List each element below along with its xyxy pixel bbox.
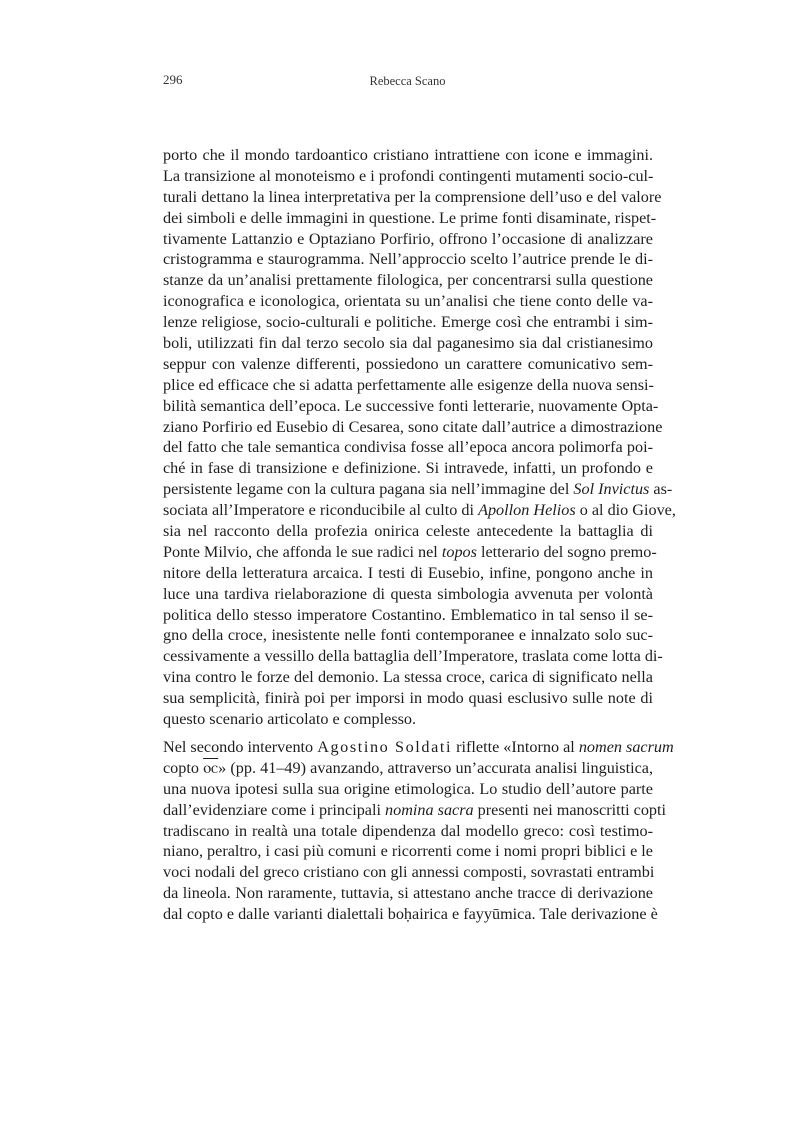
text-segment: dei simboli e delle immagini in questione. Le prime fonti disaminate, rispet- — [163, 208, 657, 227]
text-line — [163, 312, 653, 333]
text-segment: tivamente Lattanzio e Optaziano Porfirio, offrono l’occasione di analizzare — [163, 229, 653, 248]
text-segment: voci nodali del greco cristiano con gli annessi composti, sovrastati entrambi — [163, 863, 655, 882]
text-segment: sociata all’Imperatore e riconducibile al culto di — [163, 501, 479, 520]
text-line — [163, 145, 653, 166]
text-line — [163, 862, 653, 883]
text-line — [163, 605, 653, 626]
text-segment: La transizione al monoteismo e i profondi contingenti mutamenti socio-cul- — [163, 166, 654, 185]
italic-term: nomen sacrum — [578, 737, 674, 756]
text-line — [163, 667, 653, 688]
text-segment: una nuova ipotesi sulla sua origine etimologica. Lo studio dell’autore parte — [163, 779, 653, 798]
text-line — [163, 779, 653, 800]
text-line — [163, 270, 653, 291]
text-segment: lenze religiose, socio-culturali e politiche. Emerge così che entrambi i sim- — [163, 313, 653, 332]
paragraph-1 — [163, 145, 676, 730]
text-line — [163, 646, 663, 667]
text-segment: boli, utilizzati fin dal terzo secolo sia dal paganesimo sia dal cristianesimo — [163, 334, 653, 353]
text-segment: da lineola. Non raramente, tuttavia, si attestano anche tracce di derivazione — [163, 884, 653, 903]
text-line — [163, 500, 676, 521]
text-segment: porto che il mondo tardoantico cristiano intrattiene con icone e immagini. — [163, 146, 653, 164]
body-text — [163, 145, 676, 925]
italic-term: Apollon Helios — [478, 501, 576, 520]
text-segment: vina contro le forze del demonio. La stessa croce, carica di significato nella — [163, 668, 653, 687]
text-line — [163, 375, 653, 396]
text-segment: presenti nei manoscritti copti — [473, 800, 667, 819]
text-segment: plice ed efficace che si adatta perfettamente alle esigenze della nuova sensi- — [163, 375, 654, 394]
author-name: Agostino Soldati — [317, 737, 453, 756]
text-line — [163, 354, 653, 375]
text-segment: persistente legame con la cultura pagana sia nell’immagine del — [163, 480, 574, 499]
text-segment: sia nel racconto della profezia onirica celeste antecedente la battaglia di — [163, 522, 653, 541]
text-segment: cristogramma e staurogramma. Nell’approccio scelto l’autrice prende le di- — [163, 250, 653, 269]
italic-term: topos — [441, 542, 477, 561]
text-line — [163, 166, 653, 187]
text-line — [163, 688, 653, 709]
text-line — [163, 208, 657, 229]
text-segment: iconografica e iconologica, orientata su un’analisi che tiene conto delle va- — [163, 292, 653, 311]
text-segment: tradiscano in realtà una totale dipendenza dal modello greco: così testimo- — [163, 821, 653, 840]
running-head — [163, 72, 652, 92]
text-line — [163, 187, 662, 208]
text-line — [163, 249, 653, 270]
text-line — [163, 841, 653, 862]
text-segment: o al dio Giove, — [575, 501, 676, 520]
text-line — [163, 563, 653, 584]
text-segment: as- — [649, 480, 673, 499]
text-line — [163, 396, 659, 417]
text-line — [163, 821, 653, 842]
text-line — [163, 584, 653, 605]
text-segment: nitore della letteratura arcaica. I testi di Eusebio, infine, pongono anche in — [163, 563, 653, 582]
text-segment: » (pp. 41–49) avanzando, attraverso un’accurata analisi linguistica, — [218, 758, 653, 777]
text-segment: dall’evidenziare come i principali — [163, 800, 386, 819]
text-segment: questo scenario articolato e complesso. — [163, 710, 417, 729]
text-segment: Ponte Milvio, che affonda le sue radici nel — [163, 542, 442, 561]
text-segment: sua semplicità, finirà poi per imporsi in modo quasi esclusivo sulle note di — [163, 689, 653, 708]
text-line — [163, 291, 653, 312]
text-segment: del fatto che tale semantica condivisa fosse all’epoca ancora polimorfa poi- — [163, 438, 653, 457]
text-line — [163, 521, 653, 542]
text-line — [163, 229, 653, 250]
text-segment: politica dello stesso imperatore Costantino. Emblematico in tal senso il se- — [163, 605, 653, 624]
text-segment: letterario del sogno premo- — [476, 542, 657, 561]
text-segment: luce una tardiva rielaborazione di questa simbologia avvenuta per volontà — [163, 584, 653, 603]
text-line — [163, 458, 653, 479]
text-segment: seppur con valenze differenti, possiedono un carattere comunicativo sem- — [163, 354, 653, 373]
text-segment: niano, peraltro, i casi più comuni e ricorrenti come i nomi propri biblici e le — [163, 842, 653, 861]
text-segment: stanze da un’analisi prettamente filologica, per concentrarsi sulla questione — [163, 271, 653, 290]
text-line — [163, 883, 653, 904]
coptic-nomen-sacrum: ⲟⲥ — [203, 758, 219, 777]
text-segment: ché in fase di transizione e definizione. Si intravede, infatti, un profondo e — [163, 459, 653, 478]
text-segment: riflette «Intorno al — [452, 737, 579, 756]
running-title-author: Rebecca Scano — [369, 74, 446, 88]
text-segment: dal copto e dalle varianti dialettali boḥairica e fayyūmica. Tale derivazione è — [163, 905, 658, 924]
text-line — [163, 709, 653, 730]
text-line — [163, 479, 673, 500]
text-line — [163, 625, 653, 646]
text-segment: bilità semantica dell’epoca. Le successive fonti letterarie, nuovamente Opta- — [163, 396, 659, 415]
text-segment: turali dettano la linea interpretativa per la comprensione dell’uso e del valore — [163, 187, 662, 206]
page-number: 296 — [163, 72, 183, 87]
text-segment: copto — [163, 758, 204, 777]
text-line — [163, 417, 663, 438]
italic-term: nomina sacra — [385, 800, 474, 819]
text-line — [163, 333, 653, 354]
text-line — [163, 758, 653, 779]
text-line — [163, 800, 667, 821]
paragraph-2 — [163, 737, 674, 925]
text-segment: gno della croce, inesistente nelle fonti contemporanee e innalzato solo suc- — [163, 626, 653, 645]
text-line — [163, 737, 674, 758]
text-line — [163, 437, 653, 458]
text-line — [163, 542, 657, 563]
text-line — [163, 904, 658, 925]
text-segment: Nel secondo intervento — [163, 737, 318, 756]
italic-term: Sol Invictus — [573, 480, 650, 499]
text-segment: ziano Porfirio ed Eusebio di Cesarea, sono citate dall’autrice a dimostrazione — [163, 417, 663, 436]
text-segment: cessivamente a vessillo della battaglia dell’Imperatore, traslata come lotta di- — [163, 647, 663, 666]
